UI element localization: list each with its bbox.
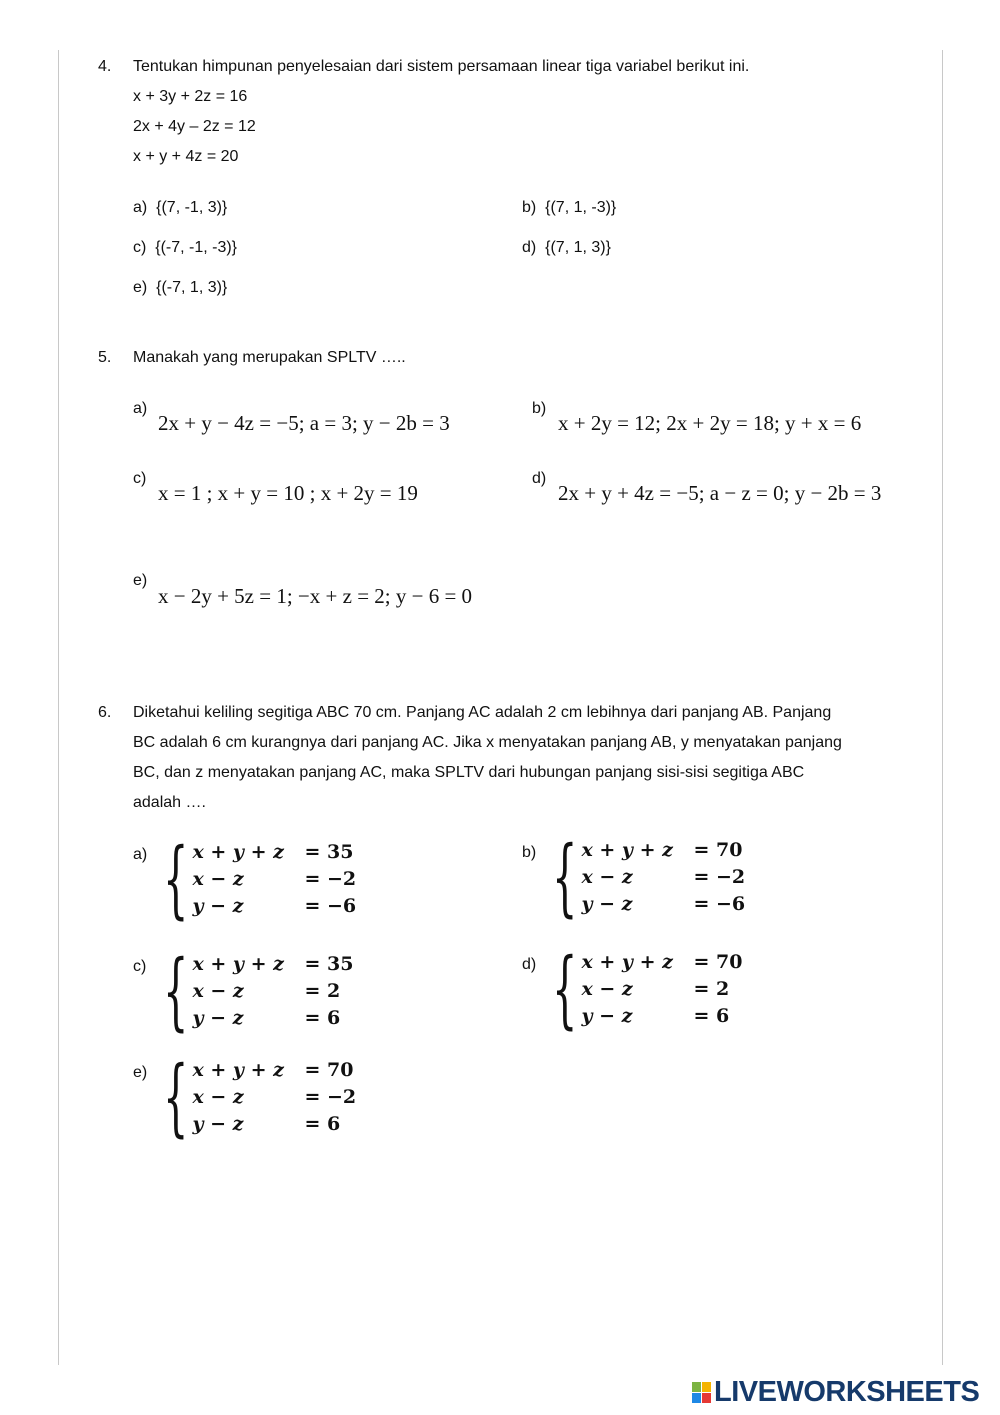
option-label: b) (522, 199, 537, 216)
equation-rhs: = 35 (304, 953, 354, 975)
page-border-right (942, 50, 943, 1365)
option-c-equation: x = 1 ; x + y = 10 ; x + 2y = 19 (158, 481, 418, 505)
equation-lhs: y − z (192, 895, 244, 917)
equation-lhs: y − z (581, 1005, 633, 1027)
equation-rhs: = 2 (304, 980, 341, 1002)
equation-lhs: y − z (192, 1007, 244, 1029)
equation: x + 3y + 2z = 16 (133, 88, 248, 105)
option-b-label[interactable]: b) (532, 400, 547, 417)
equation: 2x + 4y – 2z = 12 (133, 118, 256, 135)
option-text: {(-7, -1, -3)} (155, 239, 238, 256)
page-border-left (58, 50, 59, 1365)
option-c-system (163, 943, 354, 1040)
equation-rhs: = 6 (304, 1007, 341, 1029)
equation-lhs: x − z (192, 1086, 244, 1108)
option-a[interactable] (133, 199, 227, 217)
option-e-label[interactable]: e) (133, 1064, 148, 1081)
brace-icon: { (552, 941, 578, 1038)
option-c[interactable] (133, 239, 237, 257)
question-prompt-line: Diketahui keliling segitiga ABC 70 cm. Panjang AC adalah 2 cm lebihnya dari panjang AB. Panjang (133, 704, 832, 721)
question-prompt: Manakah yang merupakan SPLTV ….. (133, 349, 406, 366)
option-b-label[interactable]: b) (522, 844, 537, 861)
equation-lhs: x − z (581, 978, 633, 1000)
option-d-equation: 2x + y + 4z = −5; a − z = 0; y − 2b = 3 (558, 481, 882, 505)
option-d-label[interactable]: d) (532, 470, 547, 487)
option-a-system (163, 831, 357, 928)
option-label: d) (522, 239, 537, 256)
logo-cube-icon (692, 1382, 711, 1403)
brace-icon: { (163, 831, 189, 928)
brace-icon: { (552, 829, 578, 926)
option-c-label[interactable]: c) (133, 470, 147, 487)
option-e[interactable] (133, 279, 227, 297)
brace-icon: { (163, 943, 189, 1040)
option-a-equation: 2x + y − 4z = −5; a = 3; y − 2b = 3 (158, 411, 450, 435)
option-d-system (552, 941, 743, 1038)
equation-rhs: = −2 (304, 1086, 357, 1108)
option-text: {(-7, 1, 3)} (156, 279, 228, 296)
equation-rhs: = −6 (693, 893, 746, 915)
equation-rhs: = 70 (693, 951, 743, 973)
option-e-system (163, 1049, 357, 1146)
option-d-label[interactable]: d) (522, 956, 537, 973)
option-b-system (552, 829, 746, 926)
equation-lhs: y − z (192, 1113, 244, 1135)
option-d[interactable] (522, 239, 611, 257)
question-prompt-line: adalah …. (133, 794, 206, 811)
equation-lhs: x + y + z (581, 839, 673, 861)
equation-lhs: x + y + z (192, 1059, 284, 1081)
option-text: {(7, 1, 3)} (545, 239, 611, 256)
question-prompt-line: BC adalah 6 cm kurangnya dari panjang AC. Jika x menyatakan panjang AB, y menyatakan panjang (133, 734, 842, 751)
equation-lhs: x + y + z (192, 841, 284, 863)
question-number: 4. (98, 58, 112, 75)
equation-rhs: = 6 (304, 1113, 341, 1135)
option-c-label[interactable]: c) (133, 958, 147, 975)
question-prompt: Tentukan himpunan penyelesaian dari sistem persamaan linear tiga variabel berikut ini. (133, 58, 750, 75)
equation-lhs: x + y + z (581, 951, 673, 973)
question-prompt-line: BC, dan z menyatakan panjang AC, maka SPLTV dari hubungan panjang sisi-sisi segitiga ABC (133, 764, 805, 781)
equation-lhs: x + y + z (192, 953, 284, 975)
option-label: c) (133, 239, 147, 256)
option-e-label[interactable]: e) (133, 572, 148, 589)
option-e-equation: x − 2y + 5z = 1; −x + z = 2; y − 6 = 0 (158, 584, 473, 608)
option-b-equation: x + 2y = 12; 2x + 2y = 18; y + x = 6 (558, 411, 862, 435)
equation-rhs: = 2 (693, 978, 730, 1000)
equation-rhs: = 6 (693, 1005, 730, 1027)
equation-rhs: = 35 (304, 841, 354, 863)
question-number: 5. (98, 349, 112, 366)
equation: x + y + 4z = 20 (133, 148, 239, 165)
logo-text: LIVEWORKSHEETS (714, 1376, 980, 1408)
equation-rhs: = 70 (693, 839, 743, 861)
option-label: a) (133, 199, 148, 216)
equation-lhs: x − z (192, 980, 244, 1002)
option-a-label[interactable]: a) (133, 400, 148, 417)
option-label: e) (133, 279, 148, 296)
option-b[interactable] (522, 199, 616, 217)
equation-rhs: = 70 (304, 1059, 354, 1081)
option-a-label[interactable]: a) (133, 846, 148, 863)
option-text: {(7, -1, 3)} (156, 199, 228, 216)
equation-rhs: = −2 (304, 868, 357, 890)
question-number: 6. (98, 704, 112, 721)
equation-lhs: x − z (581, 866, 633, 888)
equation-rhs: = −6 (304, 895, 357, 917)
equation-lhs: x − z (192, 868, 244, 890)
liveworksheets-logo (692, 1376, 979, 1409)
option-text: {(7, 1, -3)} (545, 199, 617, 216)
brace-icon: { (163, 1049, 189, 1146)
equation-lhs: y − z (581, 893, 633, 915)
equation-rhs: = −2 (693, 866, 746, 888)
